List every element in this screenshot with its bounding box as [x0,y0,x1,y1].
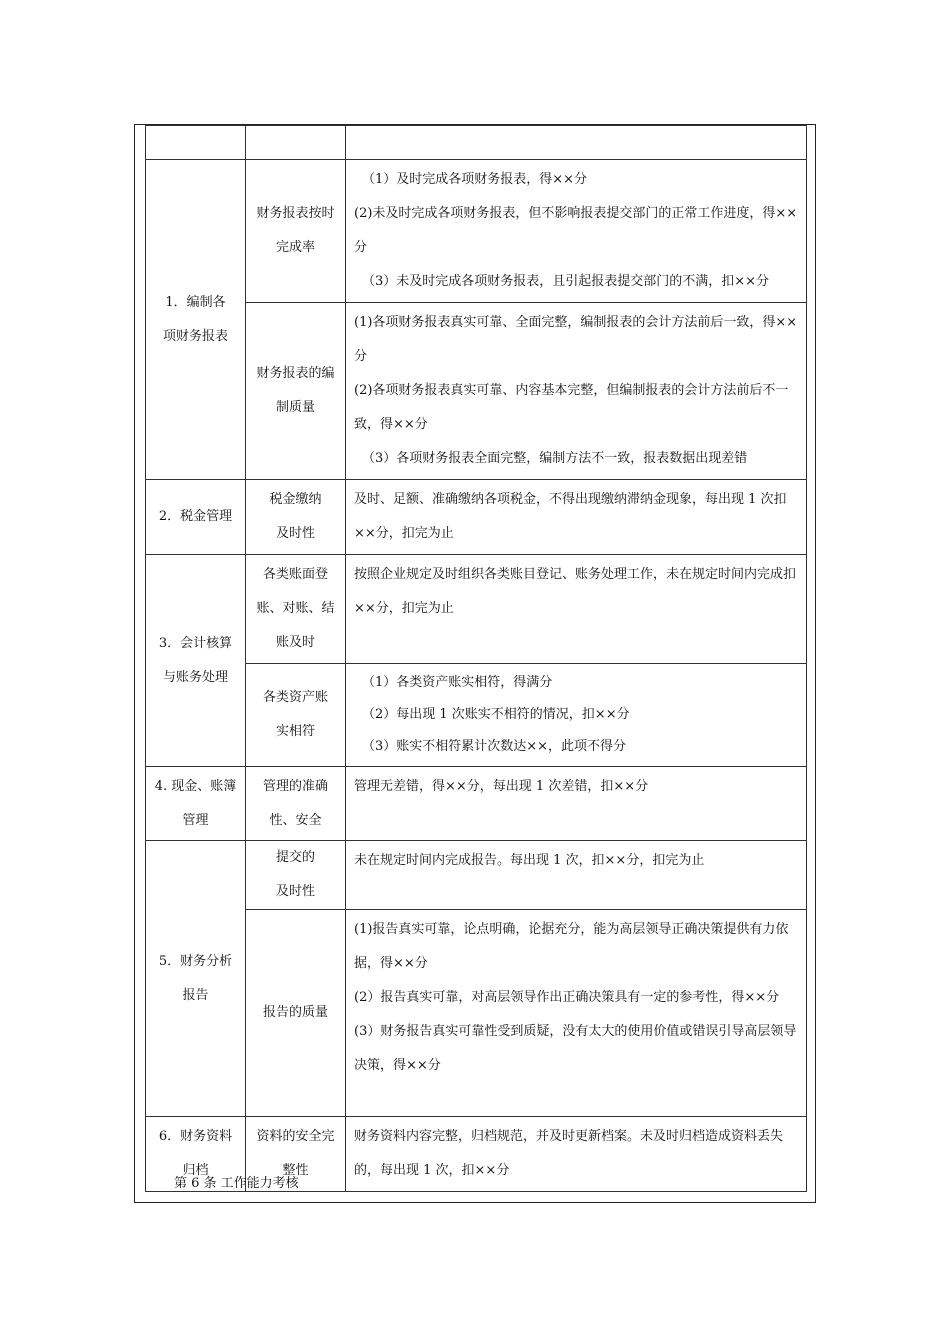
criteria-line: (3）财务报告真实可靠性受到质疑，没有太大的使用价值或错误引导高层领导决策，得××分 [354,1024,797,1073]
criteria-cell [346,1117,807,1192]
item-label: 财务报表的编制质量 [256,366,335,415]
criteria-line: 及时、足额、准确缴纳各项税金，不得出现缴纳滞纳金现象，每出现 1 次扣××分，扣完为止 [354,492,787,541]
criteria-cell [346,303,807,480]
table-row [146,767,807,841]
category-label: 3．会计核算与账务处理 [158,635,233,685]
item-label: 各类资产账实相符 [262,690,328,739]
header-cell [246,126,346,160]
table-row [146,160,807,303]
category-cell [146,841,246,1117]
table-row [146,303,807,480]
criteria-cell [346,767,807,841]
item-label: 财务报表按时完成率 [256,206,335,255]
category-label: 5．财务分析报告 [158,953,233,1003]
criteria-line: （3）未及时完成各项财务报表，且引起报表提交部门的不满，扣××分 [362,274,770,289]
category-label: 2．税金管理 [158,509,233,524]
category-cell [146,767,246,841]
criteria-line: 财务资料内容完整，归档规范，并及时更新档案。未及时归档造成资料丢失的，每出现 1 次，扣××分 [354,1129,784,1178]
section-heading: 第 6 条 工作能力考核 [174,1176,299,1191]
header-cell [146,126,246,160]
category-cell [146,480,246,555]
criteria-cell [346,480,807,555]
table-header-row [146,126,807,160]
criteria-line: (2)未及时完成各项财务报表，但不影响报表提交部门的正常工作进度，得××分 [354,206,798,255]
item-cell [246,160,346,303]
table-row [146,910,807,1117]
item-label: 报告的质量 [262,1005,328,1020]
item-cell [246,910,346,1117]
table-row [146,480,807,555]
item-label: 各类账面登账、对账、结账及时 [256,567,335,650]
category-label: 4. 现金、账簿管理 [154,778,237,828]
item-cell [246,767,346,841]
criteria-line: （3）账实不相符累计次数达××，此项不得分 [362,739,627,754]
item-cell [246,555,346,664]
assessment-table [145,125,807,1192]
criteria-cell [346,841,807,910]
criteria-cell [346,910,807,1117]
criteria-line: (1)报告真实可靠，论点明确，论据充分，能为高层领导正确决策提供有力依据，得××分 [354,922,789,971]
criteria-line: （3）各项财务报表全面完整，编制方法不一致，报表数据出现差错 [362,451,748,466]
criteria-line: （1）各类资产账实相符，得满分 [362,675,553,690]
header-cell [346,126,807,160]
criteria-cell [346,160,807,303]
criteria-line: (1)各项财务报表真实可靠、全面完整，编制报表的会计方法前后一致，得××分 [354,315,798,364]
item-label: 税金缴纳及时性 [269,492,322,541]
criteria-line: 按照企业规定及时组织各类账目登记、账务处理工作，未在规定时间内完成扣××分，扣完为止 [354,567,797,616]
criteria-line: （2）每出现 1 次账实不相符的情况，扣××分 [362,707,630,722]
item-label: 管理的准确性、安全 [262,778,328,828]
item-cell [246,480,346,555]
criteria-line: 管理无差错，得××分，每出现 1 次差错，扣××分 [354,779,649,794]
item-label: 资料的安全完整性 [256,1129,335,1178]
criteria-line: 未在规定时间内完成报告。每出现 1 次，扣××分，扣完为止 [354,853,705,868]
table-row [146,664,807,767]
item-cell [246,841,346,910]
item-label: 提交的及时性 [275,850,315,899]
table-row [146,555,807,664]
category-label: 1．编制各项财务报表 [162,294,228,344]
criteria-cell [346,664,807,767]
criteria-cell [346,555,807,664]
category-label: 6．财务资料归档 [158,1129,233,1178]
table-row [146,841,807,910]
item-cell [246,664,346,767]
criteria-line: (2）报告真实可靠，对高层领导作出正确决策具有一定的参考性，得××分 [354,990,780,1005]
criteria-line: （1）及时完成各项财务报表，得××分 [362,172,588,187]
category-cell [146,555,246,767]
item-cell [246,303,346,480]
criteria-line: (2)各项财务报表真实可靠、内容基本完整，但编制报表的会计方法前后不一致，得××分 [354,383,789,432]
category-cell [146,160,246,480]
